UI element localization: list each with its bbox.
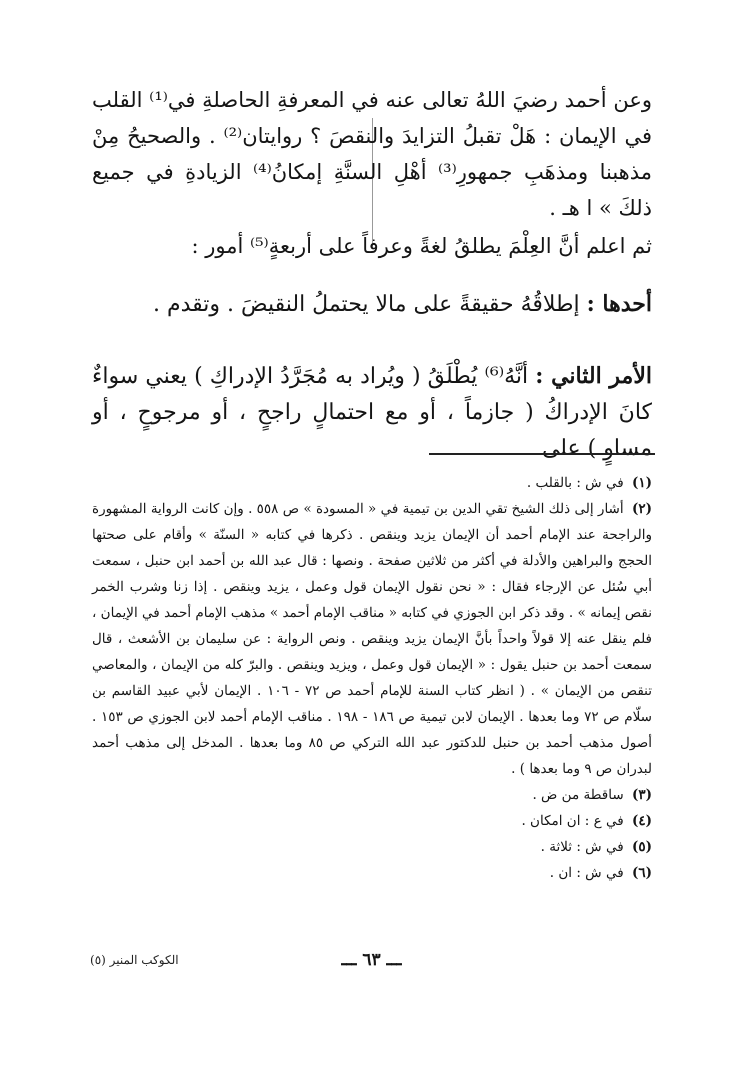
paragraph-lead: الأمر الثاني : — [535, 363, 652, 389]
footnote-divider — [429, 453, 655, 455]
main-paragraph-2 — [92, 228, 652, 264]
footnote-number: (١) — [631, 475, 652, 491]
main-paragraph-3 — [92, 286, 652, 323]
paragraph-text: وعن أحمد رضيَ اللهُ تعالى عنه في المعرفةِ الحاصلةِ في⁽¹⁾ القلب في الإيمان : هَلْ تقبلُ التزايدَ والنقصَ ؟ روايتان⁽²⁾ . والصحيحُ مِنْ مذهبنا ومذهَبِ جمهورِ⁽³⁾ أهْلِ السنَّةِ إمكانُ⁽⁴⁾ الزيادةِ في جميع ذلكَ » ا هـ . — [92, 88, 653, 220]
footnote-number: (٢) — [631, 501, 652, 517]
footnote-item — [92, 808, 652, 834]
footnotes-section — [92, 470, 652, 886]
paragraph-body: أنَّهُ⁽⁶⁾ يُطْلَقُ ( ويُراد به مُجَرَّدُ الإدراكِ ) يعني سواءٌ كانَ الإدراكُ ( جازماً ، أو مع احتمالٍ راجحٍ ، أو مرجوحٍ ، أو مساوٍ ) على — [92, 364, 652, 461]
footnote-text: في ش : ان . — [549, 865, 624, 881]
running-footer: الكوكب المنير (٥) — [90, 953, 179, 967]
footnote-item — [92, 782, 652, 808]
footnote-item — [92, 860, 652, 886]
page-number: ـــ ٦٣ ـــ — [341, 950, 402, 970]
footnote-text: في ش : بالقلب . — [526, 475, 624, 491]
paragraph-line — [92, 286, 652, 323]
paragraph-line — [92, 358, 652, 467]
footnote-number: (٣) — [631, 787, 652, 803]
footnote-text: أشار إلى ذلك الشيخ تقي الدين بن تيمية في « المسودة » ص ٥٥٨ . وإن كانت الرواية المشهورة والراجحة عند الإمام أحمد أن الإيمان يزيد وينقص . ذكرها في كتابه « السنّة » وأقام على صحتها الحجج والبراهين والأدلة في أكثر من ثلاثين صفحة . ونصها : قال عبد الله بن أحمد ابن حنبل ، سمعت أبي سُئل عن الإرجاء فقال : « نحن نقول الإيمان قول وعمل ، يزيد وينقص . إذا زنا وشرب الخمر نقص إيمانه » . وقد ذكر ابن الجوزي في كتابه « مناقب الإمام أحمد » مذهب الإمام أحمد في الإيمان ، فلم ينقل عنه إلا قولاً واحداً بأنَّ الإيمان يزيد وينقص . ونص الرواية : عن سليمان بن الأشعث ، قال سمعت أحمد بن حنبل يقول : « الإيمان قول وعمل ، ويزيد وينقص . والبرّ كله من الإيمان ، والمعاصي تنقص من الإيمان » . ( انظر كتاب السنة للإمام أحمد ص ٧٢ - ١٠٦ . الإيمان لأبي عبيد القاسم بن سلّام ص ٧٢ وما بعدها . الإيمان لابن تيمية ص ١٨٦ - ١٩٨ . مناقب الإمام أحمد لابن الجوزي ص ١٥٣ . أصول مذهب أحمد بن حنبل للدكتور عبد الله التركي ص ٨٥ وما بعدها . المدخل إلى مذهب أحمد لبدران ص ٩ وما بعدها ) . — [92, 501, 652, 777]
paragraph-text: ثم اعلم أنَّ العِلْمَ يطلقُ لغةً وعرفاً على أربعةٍ⁽⁵⁾ أمور : — [191, 234, 652, 258]
footnote-text: في ش : ثلاثة . — [540, 839, 624, 855]
footnote-text: ساقطة من ض . — [532, 787, 624, 803]
footnote-number: (٥) — [631, 839, 652, 855]
footnote-item — [92, 834, 652, 860]
footnote-text: في ع : ان امكان . — [521, 813, 624, 829]
footnote-number: (٦) — [631, 865, 652, 881]
main-paragraph-1 — [92, 82, 652, 226]
paragraph-lead: أحدها : — [586, 291, 652, 317]
paragraph-body: إطلاقُهُ حقيقةً على مالا يحتملُ النقيضَ . وتقدم . — [153, 292, 580, 317]
footnote-item — [92, 496, 652, 782]
footnote-number: (٤) — [631, 813, 652, 829]
footnote-item — [92, 470, 652, 496]
main-paragraph-4 — [92, 358, 652, 467]
